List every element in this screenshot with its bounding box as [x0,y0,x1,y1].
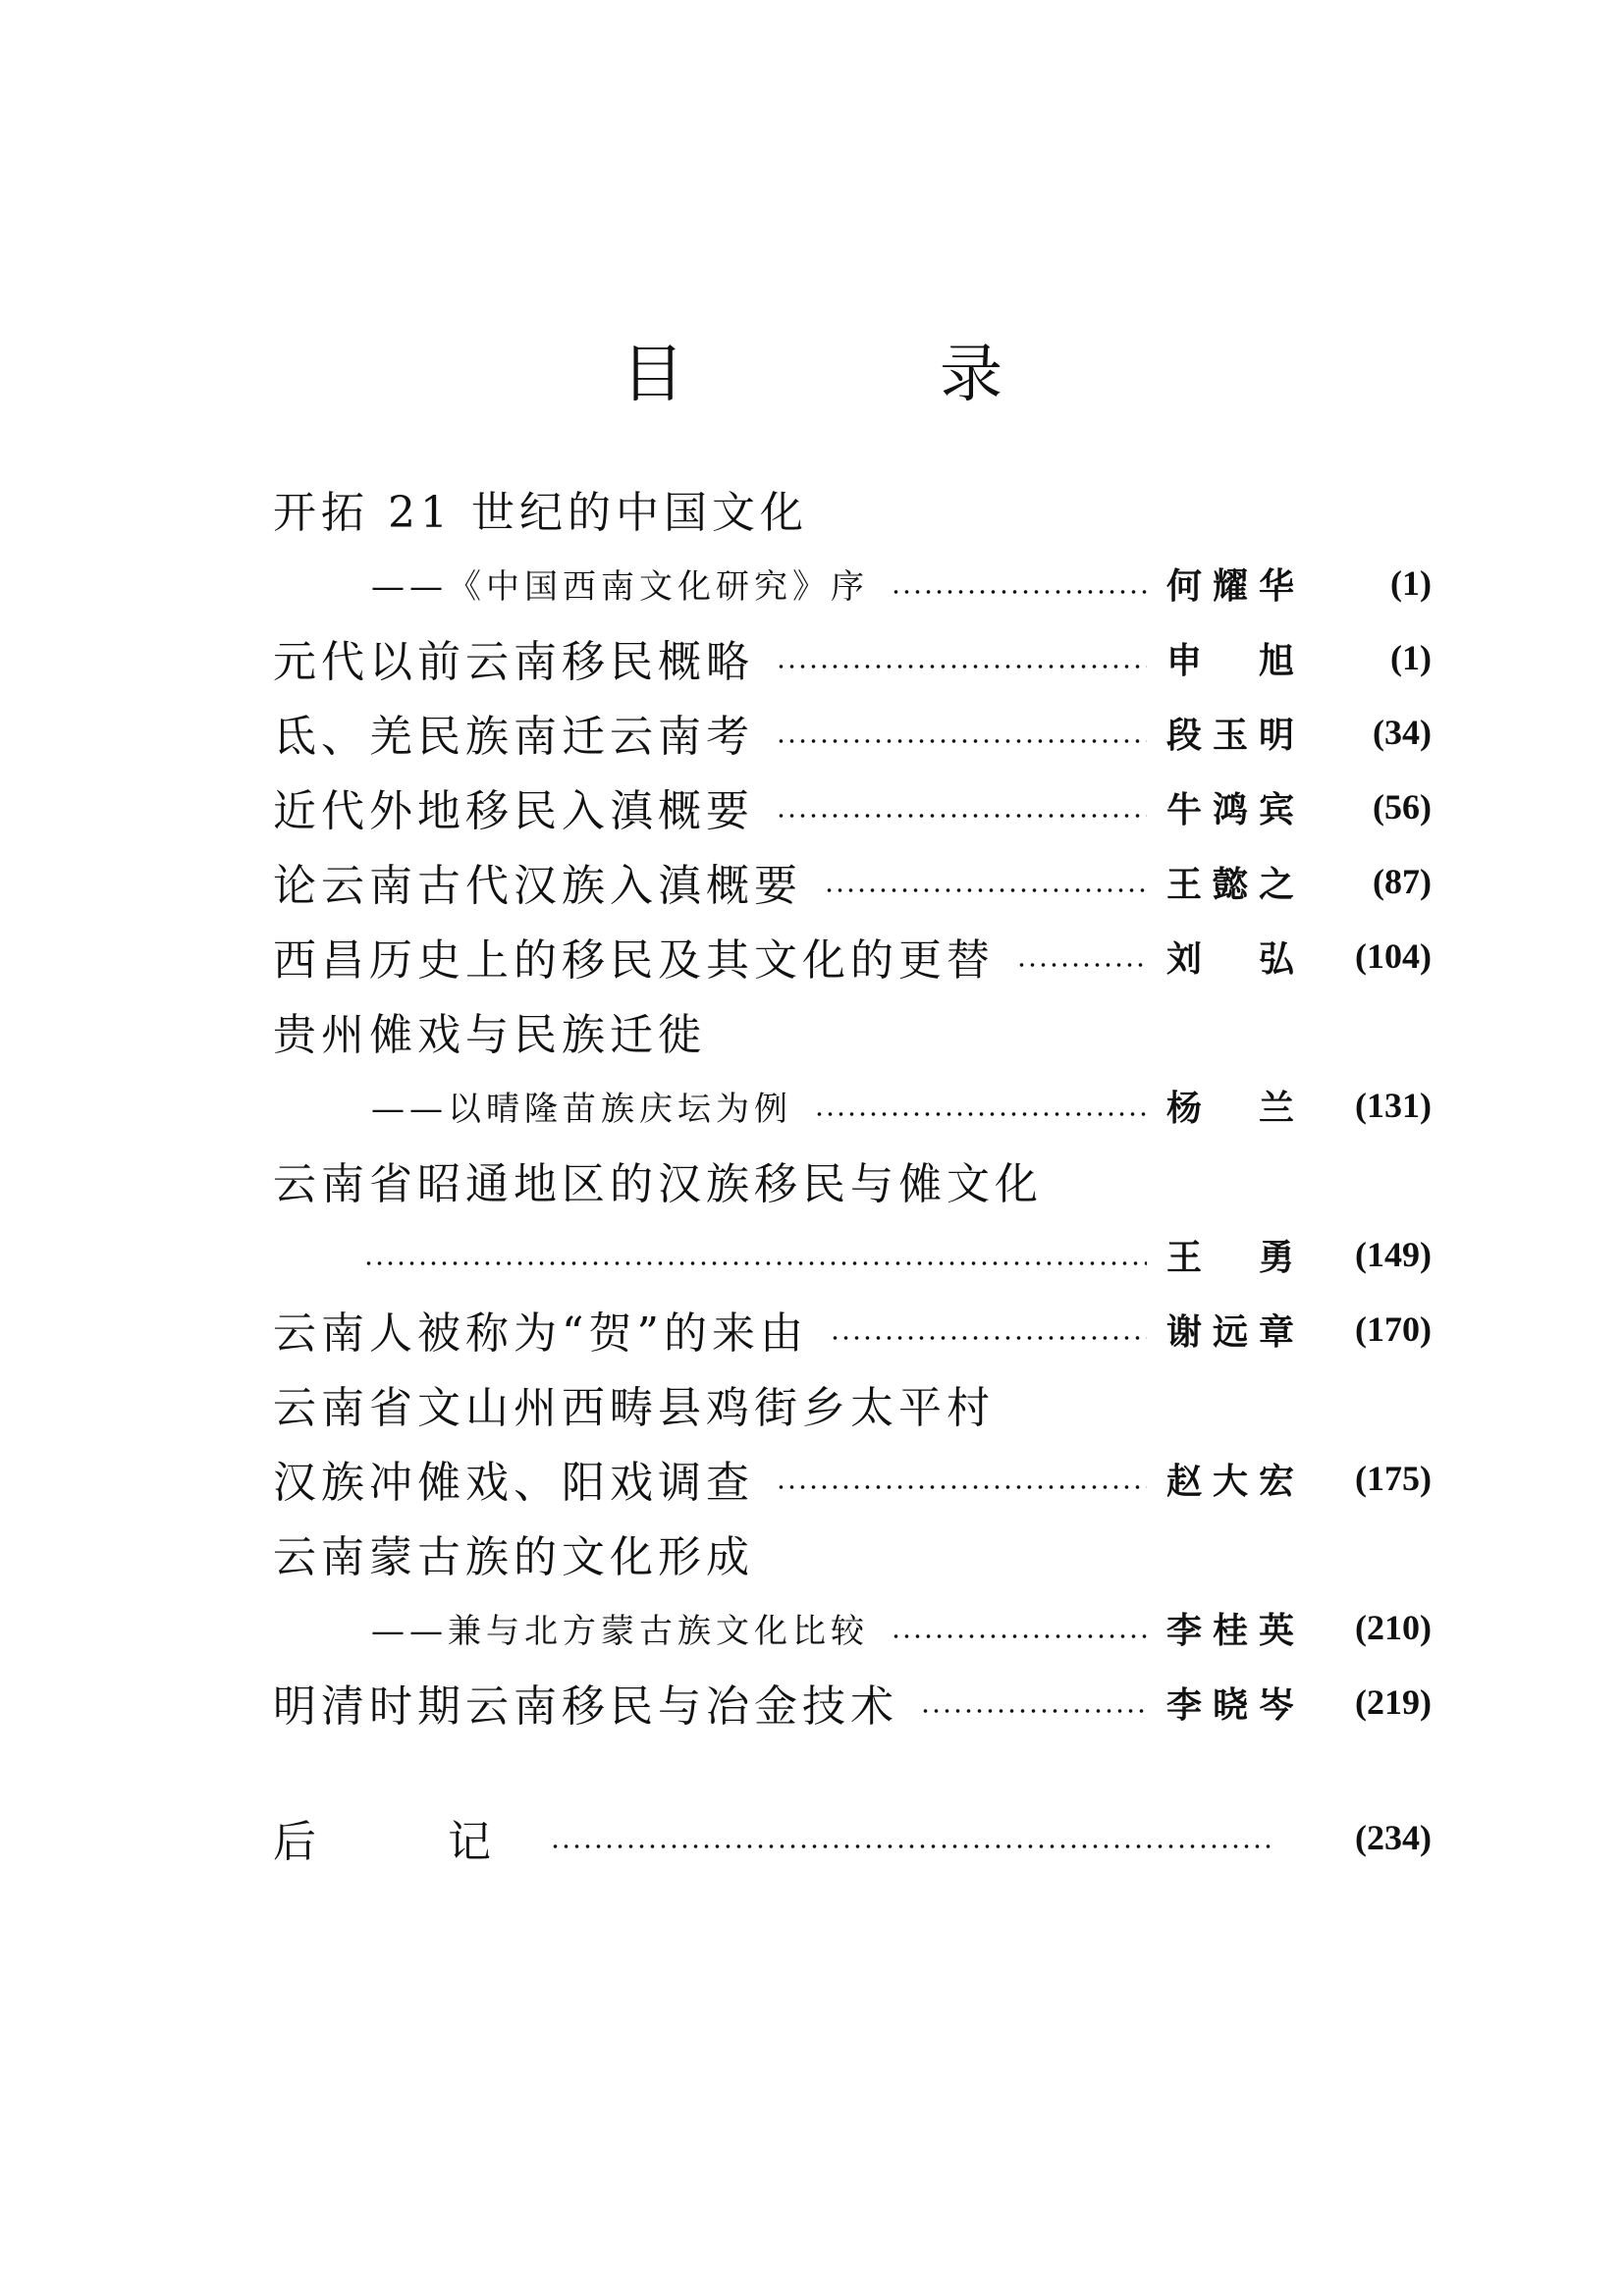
entry-author: 段玉明 [1166,714,1294,756]
toc-entry-3[interactable] [273,695,1432,770]
toc-postscript[interactable] [273,1800,1432,1875]
entry-subtitle: ——《中国西南文化研究》序 [371,566,869,607]
entry-subtitle: ——兼与北方蒙古族文化比较 [371,1611,869,1651]
toc-entry-2[interactable] [273,620,1432,695]
entry-author: 何耀华 [1166,564,1294,607]
entry-page: (149) [1355,1235,1432,1274]
toc-entry-8-title[interactable] [273,1143,1432,1217]
toc-entry-10-title[interactable] [273,1366,1432,1441]
entry-title: 西昌历史上的移民及其文化的更替 [273,935,995,986]
entry-title: 明清时期云南移民与冶金技术 [273,1682,898,1732]
entry-title: 云南省文山州西畴县鸡街乡太平村 [273,1383,995,1433]
entry-title: 论云南古代汉族入滇概要 [273,861,802,911]
dot-leader [920,1709,1147,1713]
entry-page: (104) [1355,936,1432,976]
entry-page: (175) [1355,1459,1432,1498]
entry-author: 杨 兰 [1166,1087,1294,1129]
entry-page: (131) [1355,1086,1432,1125]
entry-title: 云南省昭通地区的汉族移民与傩文化 [273,1159,1043,1209]
entry-title: 元代以前云南移民概略 [273,637,754,687]
entry-page: (87) [1373,862,1432,901]
entry-author: 申 旭 [1166,639,1294,681]
entry-title: 云南人被称为“贺”的来由 [273,1308,808,1359]
entry-author: 刘 弘 [1166,937,1294,980]
toc-entry-10[interactable] [273,1441,1432,1516]
entry-title: 近代外地移民入滇概要 [273,786,754,836]
entry-subtitle: ——以晴隆苗族庆坛为例 [371,1089,792,1129]
entry-page: (170) [1355,1309,1432,1349]
table-of-contents [273,471,1432,1875]
entry-page: (219) [1355,1682,1432,1722]
entry-author: 牛鸿宾 [1166,788,1294,830]
dot-leader [776,814,1147,818]
toc-entry-1-title[interactable] [273,471,1432,546]
dot-leader [1016,963,1147,967]
dot-leader [891,590,1147,594]
postscript-title: 后 记 [273,1817,550,1867]
dot-leader [363,1261,1147,1265]
entry-author: 李晓岑 [1166,1683,1294,1726]
entry-page: (210) [1355,1608,1432,1647]
entry-title: 贵州傩戏与民族迁徙 [273,1010,706,1060]
entry-title: 开拓 21 世纪的中国文化 [273,488,808,538]
dot-leader [776,665,1147,668]
entry-title: 氐、羌民族南迁云南考 [273,712,754,762]
postscript-page: (234) [1355,1818,1432,1857]
dot-leader [830,1336,1147,1340]
toc-entry-1[interactable] [273,546,1432,620]
entry-author: 王 勇 [1166,1236,1294,1278]
toc-entry-4[interactable] [273,770,1432,844]
toc-entry-7-title[interactable] [273,993,1432,1068]
toc-entry-12[interactable] [273,1665,1432,1739]
dot-leader [776,739,1147,743]
entry-author: 李桂英 [1166,1609,1294,1651]
entry-page: (1) [1390,563,1432,603]
dot-leader [776,1485,1147,1489]
dot-leader [550,1844,1274,1848]
toc-entry-11[interactable] [273,1590,1432,1665]
toc-entry-7[interactable] [273,1068,1432,1143]
entry-title: 云南蒙古族的文化形成 [273,1532,754,1582]
section-gap [273,1739,1432,1800]
entry-author: 王懿之 [1166,863,1294,905]
toc-entry-6[interactable] [273,919,1432,993]
toc-entry-9[interactable] [273,1292,1432,1366]
entry-page: (34) [1373,713,1432,752]
dot-leader [824,888,1147,892]
entry-author: 赵大宏 [1166,1460,1294,1502]
entry-author: 谢远章 [1166,1310,1294,1353]
entry-page: (56) [1373,787,1432,827]
entry-title-continued: 汉族冲傩戏、阳戏调查 [273,1458,754,1508]
page-title: 目 录 [621,339,1121,411]
entry-page: (1) [1390,638,1432,677]
toc-entry-5[interactable] [273,844,1432,919]
dot-leader [891,1634,1147,1638]
toc-entry-11-title[interactable] [273,1516,1432,1590]
toc-entry-8[interactable] [273,1217,1432,1292]
dot-leader [814,1112,1147,1116]
